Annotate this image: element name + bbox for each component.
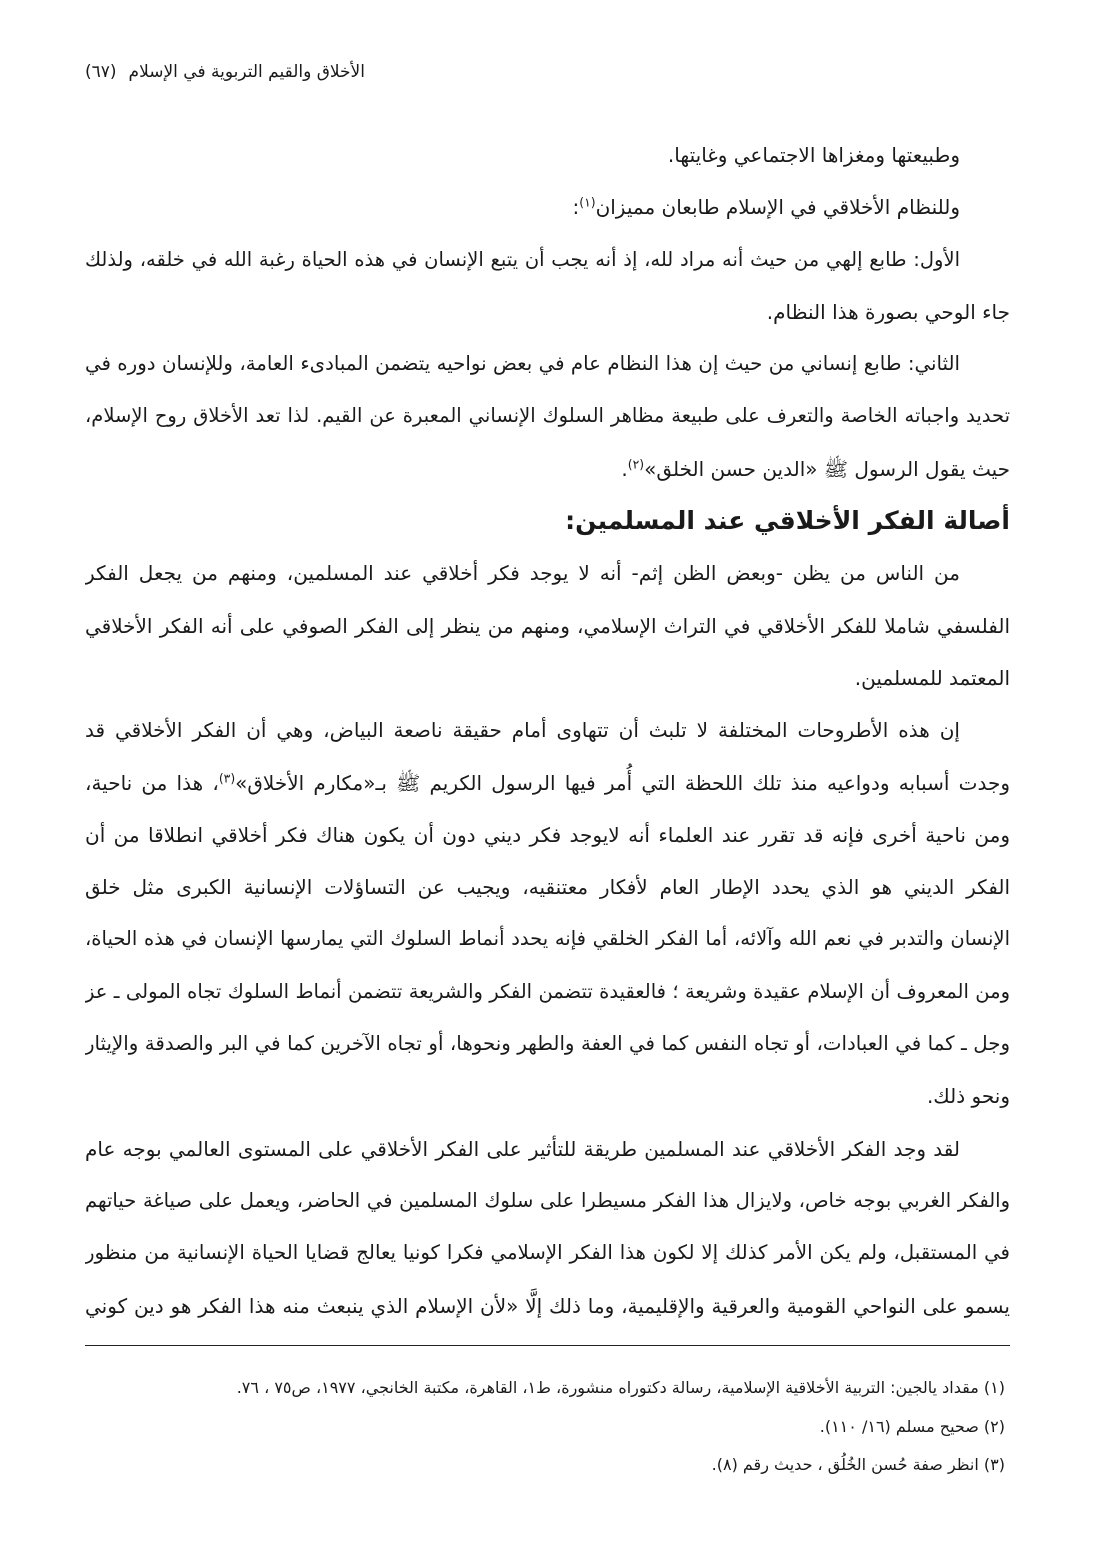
- footnote-ref: (١): [579, 194, 596, 210]
- text-line: [85, 861, 1010, 913]
- line-text: :: [572, 195, 580, 220]
- page-number: (٦٧): [85, 62, 117, 82]
- line-text: إن هذه الأطروحات المختلفة لا تلبث أن تتهاوى أمام حقيقة ناصعة البياض، وهي أن الفكر الأخلاقي قد: [85, 718, 960, 743]
- footnote-text: انظر صفة حُسن الخُلُق ، حديث رقم (٨).: [711, 1455, 979, 1474]
- text-line: [85, 547, 1010, 599]
- line-text: ، هذا من ناحية،: [85, 770, 219, 795]
- footnote-content: [237, 1378, 1005, 1397]
- text-line: [85, 1070, 1010, 1122]
- text-line: [85, 1227, 1010, 1279]
- footnote-number: (٣): [983, 1455, 1005, 1474]
- line-text: الفلسفي شاملا للفكر الأخلاقي في التراث الإسلامي، ومنهم من ينظر إلى الفكر الصوفي على أنه الفكر الأخلاقي: [85, 613, 1010, 638]
- footnote: [85, 1408, 1005, 1447]
- line-text: الأول: طابع إلهي من حيث أنه مراد لله، إذ أنه يجب أن يتبع الإنسان في هذه الحياة رغبة الله في خلقه، ولذلك: [85, 247, 960, 271]
- text-line: [85, 1123, 1010, 1175]
- paragraph: [85, 1123, 1010, 1332]
- text-line: [85, 181, 1010, 233]
- line-text: تحديد واجباته الخاصة والتعرف على طبيعة مظاهر السلوك الإنساني المعبرة عن القيم. لذا تعد الأخلاق روح الإسلام،: [85, 404, 1010, 428]
- paragraph: [85, 181, 1010, 233]
- running-header: [85, 60, 365, 84]
- footnote: [85, 1369, 1005, 1408]
- footnotes: [85, 1369, 1005, 1485]
- line-text: .: [621, 456, 628, 481]
- line-content: [572, 195, 960, 219]
- text-line: [85, 757, 1010, 809]
- text-line: [85, 652, 1010, 704]
- text-line: [85, 1175, 1010, 1227]
- footnote-number: (٢): [983, 1416, 1005, 1436]
- text-line: [85, 338, 1010, 390]
- paragraph: [85, 234, 1010, 339]
- line-text: في المستقبل، ولم يكن الأمر كذلك إلا لكون هذا الفكر الإسلامي فكرا كونيا يعالج قضايا الحياة الإنسانية من منظور: [85, 1241, 1010, 1265]
- footnote-ref: (٣): [218, 769, 236, 785]
- footnote-text: مقداد يالجين: التربية الأخلاقية الإسلامية، رسالة دكتوراه منشورة، ط١، القاهرة، مكتبة الخانجي، ١٩٧٧، ص٧٥ ، ٧٦.: [236, 1378, 979, 1397]
- footnote: [85, 1446, 1005, 1485]
- text-line: [85, 234, 1010, 286]
- main-text: [85, 129, 1010, 1332]
- paragraph: [85, 129, 1010, 181]
- text-line: [85, 129, 1010, 181]
- line-text: الفكر الديني هو الذي يحدد الإطار العام لأفكار معتنقيه، ويجيب عن التساؤلات الإنسانية الكبرى مثل خلق: [85, 875, 1010, 900]
- line-text: من الناس من يظن -وبعض الظن إثم- أنه لا يوجد فكر أخلاقي عند المسلمين، ومنهم من يجعل الفكر: [85, 561, 960, 586]
- text-line: [85, 809, 1010, 861]
- line-text: وللنظام الأخلاقي في الإسلام طابعان مميزان: [595, 195, 960, 220]
- line-text: يسمو على النواحي القومية والعرقية والإقليمية، وما ذلك إلَّا «لأن الإسلام الذي ينبعث منه هذا الفكر هو دين كوني: [85, 1293, 1010, 1318]
- line-text: وجل ـ كما في العبادات، أو تجاه النفس كما في العفة والطهر ونحوها، أو تجاه الآخرين كما في البر والصدقة والإيثار: [85, 1032, 1010, 1056]
- paragraph: [85, 338, 1010, 495]
- footnote-content: [712, 1455, 1005, 1474]
- line-text: لقد وجد الفكر الأخلاقي عند المسلمين طريقة للتأثير على الفكر الأخلاقي على المستوى العالمي بوجه عام: [85, 1136, 960, 1161]
- line-text: الثاني: طابع إنساني من حيث إن هذا النظام عام في بعض نواحيه يتضمن المبادىء العامة، وللإنسان دوره في: [85, 352, 960, 376]
- line-text: جاء الوحي بصورة هذا النظام.: [766, 299, 1010, 324]
- line-text: المعتمد للمسلمين.: [854, 665, 1010, 690]
- footnote-content: [820, 1417, 1005, 1436]
- section-heading: [85, 495, 1010, 547]
- footnote-ref: (٢): [627, 456, 645, 472]
- footnote-text: صحيح مسلم (١٦/ ١١٠).: [819, 1416, 979, 1436]
- text-line: [85, 704, 1010, 756]
- text-line: [85, 390, 1010, 442]
- text-line: [85, 600, 1010, 652]
- line-content: [621, 457, 1010, 481]
- footnote-number: (١): [983, 1378, 1005, 1397]
- text-line: [85, 966, 1010, 1018]
- text-line: [85, 913, 1010, 965]
- line-content: [85, 771, 1010, 795]
- line-text: حيث يقول الرسول ﷺ «الدين حسن الخلق»: [644, 456, 1010, 481]
- footnote-separator: [85, 1345, 1010, 1346]
- section-heading-text: أصالة الفكر الأخلاقي عند المسلمين:: [565, 506, 1010, 536]
- line-text: وجدت أسبابه ودواعيه منذ تلك اللحظة التي أُمر فيها الرسول الكريم ﷺ بـ«مكارم الأخلاق»: [235, 770, 1010, 795]
- text-line: [85, 1280, 1010, 1332]
- paragraph: [85, 704, 1010, 1122]
- text-line: [85, 286, 1010, 338]
- line-text: ومن المعروف أن الإسلام عقيدة وشريعة ؛ فالعقيدة تتضمن الفكر والشريعة تتضمن أنماط السلوك تجاه المولى ـ عز: [85, 979, 1010, 1003]
- text-line: [85, 1018, 1010, 1070]
- line-text: الإنسان والتدبر في نعم الله وآلائه، أما الفكر الخلقي فإنه يحدد أنماط السلوك التي يمارسها الإنسان في هذه الحياة،: [85, 927, 1010, 951]
- running-header-title: الأخلاق والقيم التربوية في الإسلام: [128, 62, 365, 82]
- paragraph: [85, 547, 1010, 704]
- line-text: ومن ناحية أخرى فإنه قد تقرر عند العلماء أنه لايوجد فكر ديني دون أن يكون هناك فكر أخلاقي انطلاقا من أن: [85, 822, 1010, 847]
- line-text: ونحو ذلك.: [926, 1084, 1010, 1109]
- line-text: والفكر الغربي بوجه خاص، ولايزال هذا الفكر مسيطرا على سلوك المسلمين في الحاضر، ويعمل على صياغة حياتهم: [85, 1188, 1010, 1212]
- line-text: وطبيعتها ومغزاها الاجتماعي وغايتها.: [667, 143, 960, 167]
- text-line: [85, 443, 1010, 495]
